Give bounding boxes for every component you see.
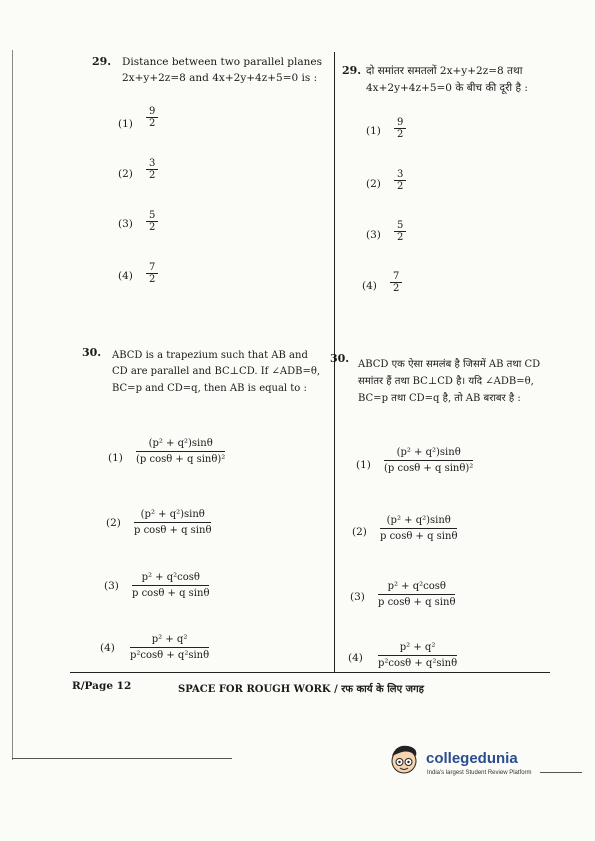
q29-hi-opt1-label: (1) xyxy=(366,125,381,137)
q29-hi-opt3-label: (3) xyxy=(366,229,381,241)
q30-en-opt2-fraction: (p² + q²)sinθ p cosθ + q sinθ xyxy=(134,509,212,536)
q30-hi-opt1-fraction: (p² + q²)sinθ (p cosθ + q sinθ)² xyxy=(384,447,474,474)
q29-en-opt3-label: (3) xyxy=(118,218,133,230)
q29-hi-number: 29. xyxy=(342,64,362,77)
q30-hi-line2: समांतर हैं तथा BC⊥CD है। यदि ∠ADB=θ, xyxy=(358,376,534,387)
q30-hi-opt3-fraction: p² + q²cosθ p cosθ + q sinθ xyxy=(378,581,456,608)
page-number: R/Page 12 xyxy=(72,680,132,692)
q30-en-opt2-label: (2) xyxy=(106,517,121,529)
q29-en-opt2-label: (2) xyxy=(118,168,133,180)
q30-en-line3: BC=p and CD=q, then AB is equal to : xyxy=(112,383,307,394)
bottom-border-line-right xyxy=(540,772,582,773)
bottom-border-line xyxy=(12,758,232,759)
logo-name: collegedunia xyxy=(426,750,518,767)
q29-hi-opt4-label: (4) xyxy=(362,280,377,292)
q29-hi-line2: 4x+2y+4z+5=0 के बीच की दूरी है : xyxy=(366,82,528,94)
q30-hi-number: 30. xyxy=(330,352,350,365)
mascot-icon xyxy=(386,742,422,778)
q30-en-number: 30. xyxy=(82,346,102,359)
q30-hi-opt3-label: (3) xyxy=(350,591,365,603)
q30-hi-opt2-fraction: (p² + q²)sinθ p cosθ + q sinθ xyxy=(380,515,458,542)
left-margin-line xyxy=(12,50,13,760)
q29-en-opt4-label: (4) xyxy=(118,270,133,282)
q30-en-opt4-fraction: p² + q² p²cosθ + q²sinθ xyxy=(130,634,210,661)
q30-en-line2: CD are parallel and BC⊥CD. If ∠ADB=θ, xyxy=(112,366,321,377)
q29-en-opt1-fraction: 9 2 xyxy=(146,106,158,129)
q29-hi-line1: दो समांतर समतलों 2x+y+2z=8 तथा xyxy=(366,65,523,77)
q29-en-opt1-label: (1) xyxy=(118,118,133,130)
q30-hi-opt1-label: (1) xyxy=(356,459,371,471)
q30-en-opt3-label: (3) xyxy=(104,580,119,592)
q29-en-number: 29. xyxy=(92,55,112,68)
q29-en-opt4-fraction: 7 2 xyxy=(146,262,158,285)
q29-en-line2: 2x+y+2z=8 and 4x+2y+4z+5=0 is : xyxy=(122,72,318,84)
logo-tagline: India's largest Student Review Platform xyxy=(427,770,532,776)
q29-hi-opt3-fraction: 5 2 xyxy=(394,220,406,243)
q30-hi-line1: ABCD एक ऐसा समलंब है जिसमें AB तथा CD xyxy=(358,359,541,370)
q29-hi-opt1-fraction: 9 2 xyxy=(394,117,406,140)
q30-en-opt4-label: (4) xyxy=(100,642,115,654)
q30-hi-opt4-fraction: p² + q² p²cosθ + q²sinθ xyxy=(378,642,458,669)
q29-hi-opt2-fraction: 3 2 xyxy=(394,169,406,192)
q30-hi-opt2-label: (2) xyxy=(352,526,367,538)
q29-hi-opt4-fraction: 7 2 xyxy=(390,271,402,294)
q30-hi-line3: BC=p तथा CD=q है, तो AB बराबर है : xyxy=(358,393,521,404)
q30-en-line1: ABCD is a trapezium such that AB and xyxy=(112,350,308,361)
rough-work-label: SPACE FOR ROUGH WORK / रफ कार्य के लिए जगह xyxy=(178,684,424,695)
q30-hi-opt4-label: (4) xyxy=(348,652,363,664)
collegedunia-logo xyxy=(386,742,546,782)
q30-en-opt1-fraction: (p² + q²)sinθ (p cosθ + q sinθ)² xyxy=(136,438,226,465)
q29-en-line1: Distance between two parallel planes xyxy=(122,56,322,68)
q29-en-opt2-fraction: 3 2 xyxy=(146,158,158,181)
q30-en-opt3-fraction: p² + q²cosθ p cosθ + q sinθ xyxy=(132,572,210,599)
q29-en-opt3-fraction: 5 2 xyxy=(146,210,158,233)
footer-rule xyxy=(70,672,550,673)
q29-hi-opt2-label: (2) xyxy=(366,178,381,190)
q30-en-opt1-label: (1) xyxy=(108,452,123,464)
